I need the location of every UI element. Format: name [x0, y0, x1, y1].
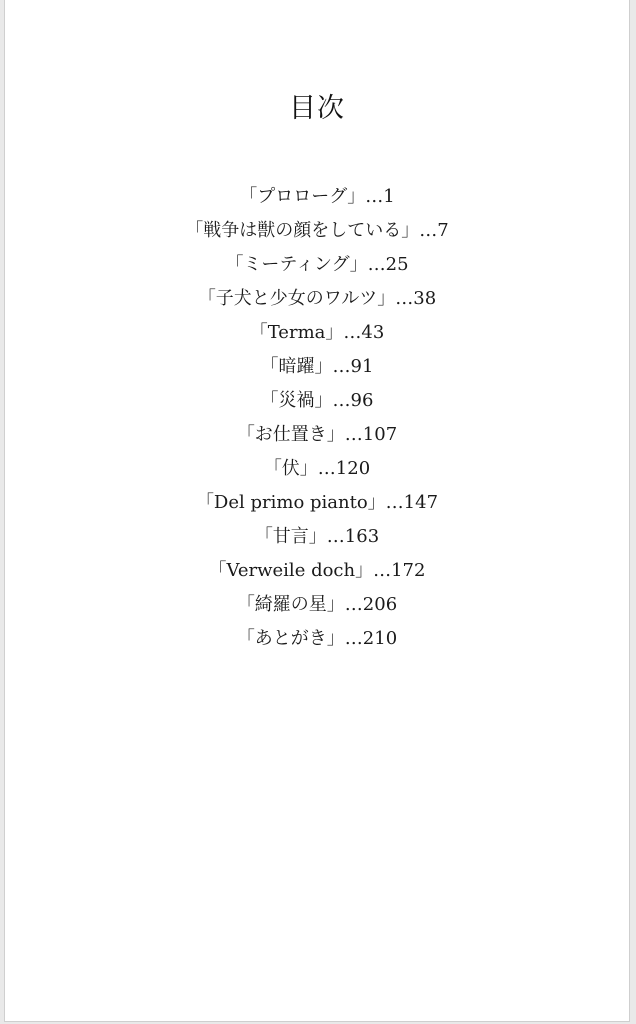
- toc-entry: 「Verweile doch」…172: [208, 560, 426, 581]
- toc-entry: 「プロローグ」…1: [239, 186, 395, 207]
- table-of-contents: [5, 180, 629, 656]
- toc-entry: 「伏」…120: [263, 458, 371, 479]
- toc-entry: 「Del primo pianto」…147: [195, 492, 439, 513]
- toc-entry: 「暗躍」…91: [260, 356, 374, 377]
- toc-entry: 「戦争は獣の顔をしている」…7: [185, 220, 449, 241]
- document-page: [4, 0, 630, 1022]
- toc-entry: 「お仕置き」…107: [236, 424, 398, 445]
- toc-entry: 「あとがき」…210: [236, 628, 398, 649]
- page-title: 目次: [289, 93, 345, 124]
- toc-entry: 「ミーティング」…25: [225, 254, 409, 275]
- toc-entry: 「Terma」…43: [249, 322, 385, 343]
- toc-entry: 「災禍」…96: [260, 390, 374, 411]
- toc-entry: 「綺羅の星」…206: [236, 594, 398, 615]
- toc-entry: 「甘言」…163: [254, 526, 380, 547]
- toc-entry: 「子犬と少女のワルツ」…38: [197, 288, 437, 309]
